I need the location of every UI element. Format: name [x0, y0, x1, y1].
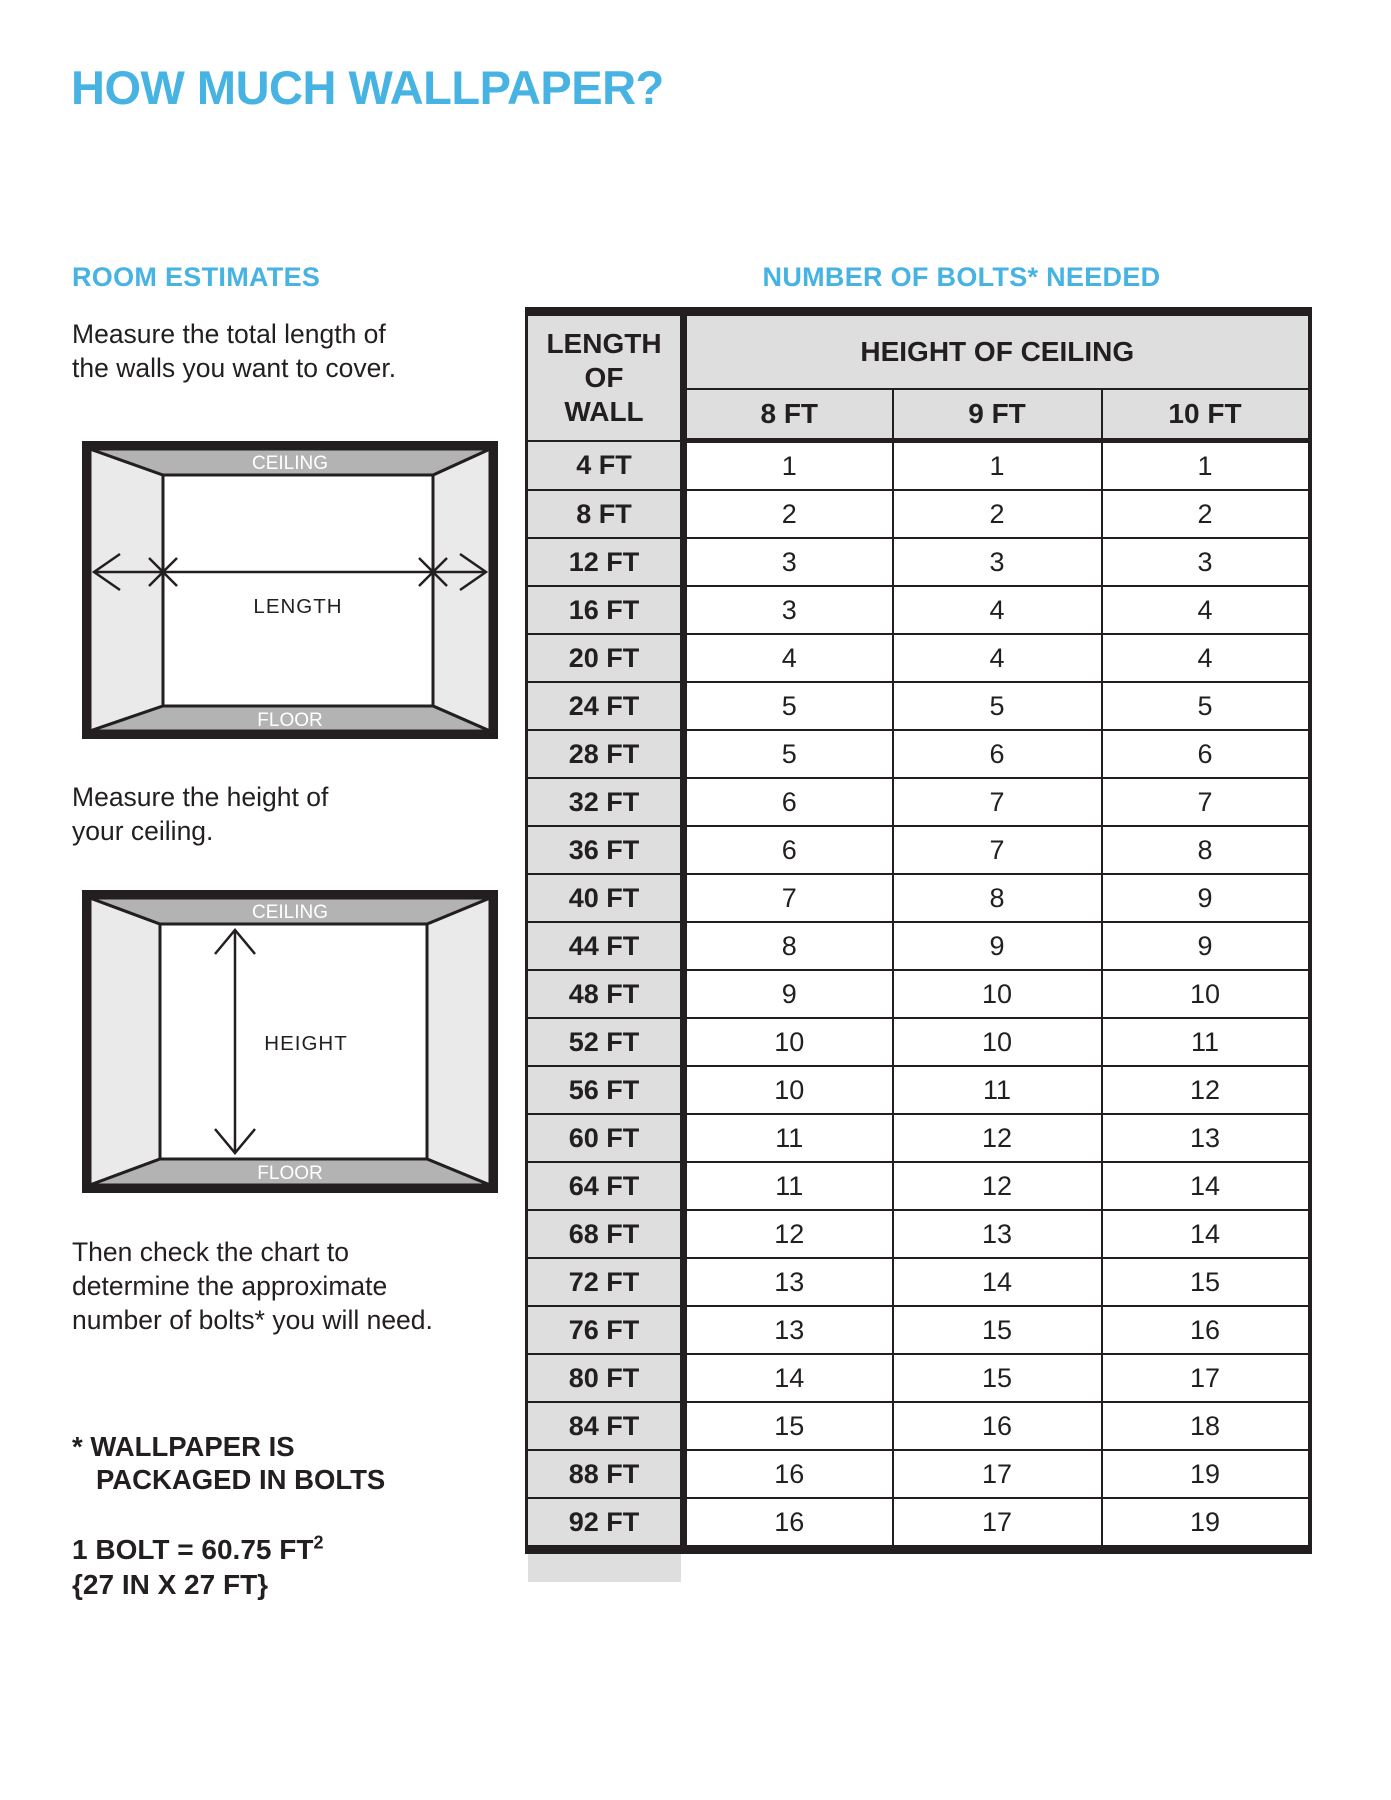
left-wall — [90, 898, 160, 1185]
wall-length-cell: 52 FT — [527, 1018, 684, 1066]
wall-length-cell: 92 FT — [527, 1498, 684, 1550]
ceiling-10ft-header: 10 FT — [1102, 389, 1310, 441]
bolts-table — [525, 307, 1312, 1554]
bolt-count-cell-8ft: 3 — [684, 538, 893, 586]
instruction-check-chart — [72, 1235, 433, 1337]
bolt-count-cell-9ft: 10 — [893, 1018, 1102, 1066]
footnote-line: * WALLPAPER IS — [72, 1431, 295, 1462]
wall-length-cell: 24 FT — [527, 682, 684, 730]
bolt-count-cell-9ft: 1 — [893, 441, 1102, 491]
bolt-count-cell-10ft: 1 — [1102, 441, 1310, 491]
bolt-count-cell-8ft: 13 — [684, 1306, 893, 1354]
bolt-count-cell-8ft: 5 — [684, 730, 893, 778]
bolts-footnote — [72, 1430, 385, 1496]
bolts-table-body — [527, 441, 1310, 1550]
bolt-count-cell-8ft: 2 — [684, 490, 893, 538]
bolt-count-cell-10ft: 7 — [1102, 778, 1310, 826]
bolt-count-cell-10ft: 6 — [1102, 730, 1310, 778]
bolt-count-cell-10ft: 18 — [1102, 1402, 1310, 1450]
bolt-count-cell-8ft: 15 — [684, 1402, 893, 1450]
bolt-equation — [72, 1532, 323, 1567]
bolt-count-cell-9ft: 17 — [893, 1450, 1102, 1498]
bolt-count-cell-10ft: 2 — [1102, 490, 1310, 538]
bolt-count-cell-10ft: 16 — [1102, 1306, 1310, 1354]
wall-length-cell: 4 FT — [527, 441, 684, 491]
bolt-count-cell-9ft: 7 — [893, 826, 1102, 874]
table-row — [527, 1114, 1310, 1162]
bolt-count-cell-9ft: 6 — [893, 730, 1102, 778]
instruction-line: your ceiling. — [72, 816, 214, 846]
bolt-count-cell-8ft: 13 — [684, 1258, 893, 1306]
bolt-count-cell-10ft: 9 — [1102, 874, 1310, 922]
table-row — [527, 778, 1310, 826]
bolt-count-cell-9ft: 3 — [893, 538, 1102, 586]
bolt-count-cell-8ft: 14 — [684, 1354, 893, 1402]
table-row — [527, 1354, 1310, 1402]
bolt-count-cell-9ft: 4 — [893, 586, 1102, 634]
instruction-line: determine the approximate — [72, 1271, 388, 1301]
bolt-count-cell-9ft: 15 — [893, 1306, 1102, 1354]
bolt-count-cell-9ft: 16 — [893, 1402, 1102, 1450]
wall-length-cell: 76 FT — [527, 1306, 684, 1354]
bolt-count-cell-8ft: 8 — [684, 922, 893, 970]
bolt-count-cell-10ft: 5 — [1102, 682, 1310, 730]
table-row — [527, 922, 1310, 970]
wall-length-cell: 68 FT — [527, 1210, 684, 1258]
bolt-count-cell-8ft: 11 — [684, 1114, 893, 1162]
wall-length-cell: 64 FT — [527, 1162, 684, 1210]
table-row — [527, 682, 1310, 730]
bolt-count-cell-10ft: 12 — [1102, 1066, 1310, 1114]
bolt-count-cell-9ft: 2 — [893, 490, 1102, 538]
bolt-count-cell-8ft: 1 — [684, 441, 893, 491]
bolt-count-cell-9ft: 7 — [893, 778, 1102, 826]
bolt-count-cell-8ft: 16 — [684, 1498, 893, 1550]
wall-length-cell: 60 FT — [527, 1114, 684, 1162]
table-row — [527, 970, 1310, 1018]
bolt-count-cell-10ft: 15 — [1102, 1258, 1310, 1306]
table-row — [527, 1498, 1310, 1550]
bolt-count-cell-10ft: 13 — [1102, 1114, 1310, 1162]
table-row — [527, 826, 1310, 874]
wall-length-cell: 48 FT — [527, 970, 684, 1018]
table-header-row — [527, 312, 1310, 390]
wall-length-cell: 28 FT — [527, 730, 684, 778]
bolt-count-cell-8ft: 12 — [684, 1210, 893, 1258]
bolt-count-cell-10ft: 9 — [1102, 922, 1310, 970]
instruction-line: Measure the height of — [72, 782, 329, 812]
bolt-count-cell-9ft: 4 — [893, 634, 1102, 682]
bolt-count-cell-10ft: 4 — [1102, 586, 1310, 634]
wall-length-cell: 8 FT — [527, 490, 684, 538]
section-heading-room-estimates: ROOM ESTIMATES — [72, 262, 321, 292]
instruction-measure-height — [72, 780, 328, 848]
room-height-diagram — [82, 890, 498, 1193]
bolt-count-cell-9ft: 8 — [893, 874, 1102, 922]
bolt-definition — [72, 1532, 323, 1602]
bolt-count-cell-10ft: 4 — [1102, 634, 1310, 682]
bolt-count-cell-9ft: 14 — [893, 1258, 1102, 1306]
bolt-count-cell-9ft: 15 — [893, 1354, 1102, 1402]
bolt-count-cell-9ft: 11 — [893, 1066, 1102, 1114]
wall-length-cell: 16 FT — [527, 586, 684, 634]
bolt-count-cell-10ft: 19 — [1102, 1450, 1310, 1498]
wall-length-cell: 88 FT — [527, 1450, 684, 1498]
instruction-measure-length — [72, 317, 396, 385]
wall-length-cell: 84 FT — [527, 1402, 684, 1450]
table-row — [527, 874, 1310, 922]
length-of-wall-header: LENGTH OF WALL — [527, 312, 684, 441]
right-wall — [427, 898, 490, 1185]
table-row — [527, 1210, 1310, 1258]
bolt-count-cell-10ft: 10 — [1102, 970, 1310, 1018]
wall-length-cell: 20 FT — [527, 634, 684, 682]
bolt-count-cell-8ft: 6 — [684, 826, 893, 874]
table-row — [527, 1402, 1310, 1450]
length-label: LENGTH — [253, 595, 343, 618]
table-row — [527, 730, 1310, 778]
ceiling-8ft-header: 8 FT — [684, 389, 893, 441]
bolt-count-cell-9ft: 13 — [893, 1210, 1102, 1258]
table-row — [527, 1258, 1310, 1306]
bolt-count-cell-8ft: 16 — [684, 1450, 893, 1498]
bolt-count-cell-10ft: 17 — [1102, 1354, 1310, 1402]
bolt-count-cell-8ft: 4 — [684, 634, 893, 682]
wall-length-cell: 44 FT — [527, 922, 684, 970]
wall-length-cell: 12 FT — [527, 538, 684, 586]
ceiling-label: CEILING — [251, 453, 329, 474]
table-row — [527, 1450, 1310, 1498]
floor-label: FLOOR — [257, 710, 323, 731]
footnote-line: PACKAGED IN BOLTS — [96, 1464, 386, 1495]
instruction-line: Measure the total length of — [72, 319, 386, 349]
instruction-line: number of bolts* you will need. — [72, 1305, 433, 1335]
section-heading-bolts-needed: NUMBER OF BOLTS* NEEDED — [762, 262, 1161, 292]
instruction-line: Then check the chart to — [72, 1237, 349, 1267]
bolt-count-cell-10ft: 8 — [1102, 826, 1310, 874]
bolt-count-cell-8ft: 10 — [684, 1066, 893, 1114]
page-title: HOW MUCH WALLPAPER? — [71, 61, 664, 114]
ceiling-label: CEILING — [251, 902, 329, 923]
room-length-diagram — [82, 441, 498, 739]
bolt-dimensions: {27 IN X 27 FT} — [72, 1569, 269, 1600]
height-label: HEIGHT — [264, 1032, 348, 1055]
bolt-count-cell-8ft: 3 — [684, 586, 893, 634]
wall-length-cell: 56 FT — [527, 1066, 684, 1114]
bolt-count-cell-8ft: 5 — [684, 682, 893, 730]
table-row — [527, 1066, 1310, 1114]
table-row — [527, 538, 1310, 586]
bolt-count-cell-10ft: 14 — [1102, 1162, 1310, 1210]
wall-length-cell: 72 FT — [527, 1258, 684, 1306]
bolt-count-cell-8ft: 10 — [684, 1018, 893, 1066]
wall-length-cell: 36 FT — [527, 826, 684, 874]
wall-length-cell: 40 FT — [527, 874, 684, 922]
bolt-count-cell-9ft: 10 — [893, 970, 1102, 1018]
bolt-count-cell-9ft: 9 — [893, 922, 1102, 970]
instruction-line: the walls you want to cover. — [72, 353, 397, 383]
bolt-count-cell-8ft: 9 — [684, 970, 893, 1018]
table-row — [527, 441, 1310, 491]
bolts-table-container — [525, 307, 1312, 1554]
table-row — [527, 634, 1310, 682]
bolt-equation-text: 1 BOLT = 60.75 FT — [72, 1534, 314, 1565]
bolt-count-cell-10ft: 19 — [1102, 1498, 1310, 1550]
wall-length-cell: 80 FT — [527, 1354, 684, 1402]
table-row — [527, 586, 1310, 634]
ceiling-9ft-header: 9 FT — [893, 389, 1102, 441]
table-row — [527, 490, 1310, 538]
bolt-count-cell-8ft: 11 — [684, 1162, 893, 1210]
table-row — [527, 1018, 1310, 1066]
bolt-count-cell-8ft: 6 — [684, 778, 893, 826]
table-row — [527, 1162, 1310, 1210]
table-row — [527, 1306, 1310, 1354]
bolt-count-cell-9ft: 12 — [893, 1114, 1102, 1162]
bolt-count-cell-10ft: 14 — [1102, 1210, 1310, 1258]
bolt-count-cell-8ft: 7 — [684, 874, 893, 922]
back-wall — [163, 475, 433, 706]
bolt-count-cell-10ft: 11 — [1102, 1018, 1310, 1066]
wall-length-cell: 32 FT — [527, 778, 684, 826]
bolt-count-cell-9ft: 17 — [893, 1498, 1102, 1550]
floor-label: FLOOR — [257, 1163, 323, 1184]
bolt-count-cell-9ft: 5 — [893, 682, 1102, 730]
left-wall — [90, 449, 163, 731]
bolt-count-cell-10ft: 3 — [1102, 538, 1310, 586]
bolt-count-cell-9ft: 12 — [893, 1162, 1102, 1210]
height-of-ceiling-header: HEIGHT OF CEILING — [684, 312, 1310, 390]
bolt-exponent: 2 — [313, 1532, 324, 1553]
